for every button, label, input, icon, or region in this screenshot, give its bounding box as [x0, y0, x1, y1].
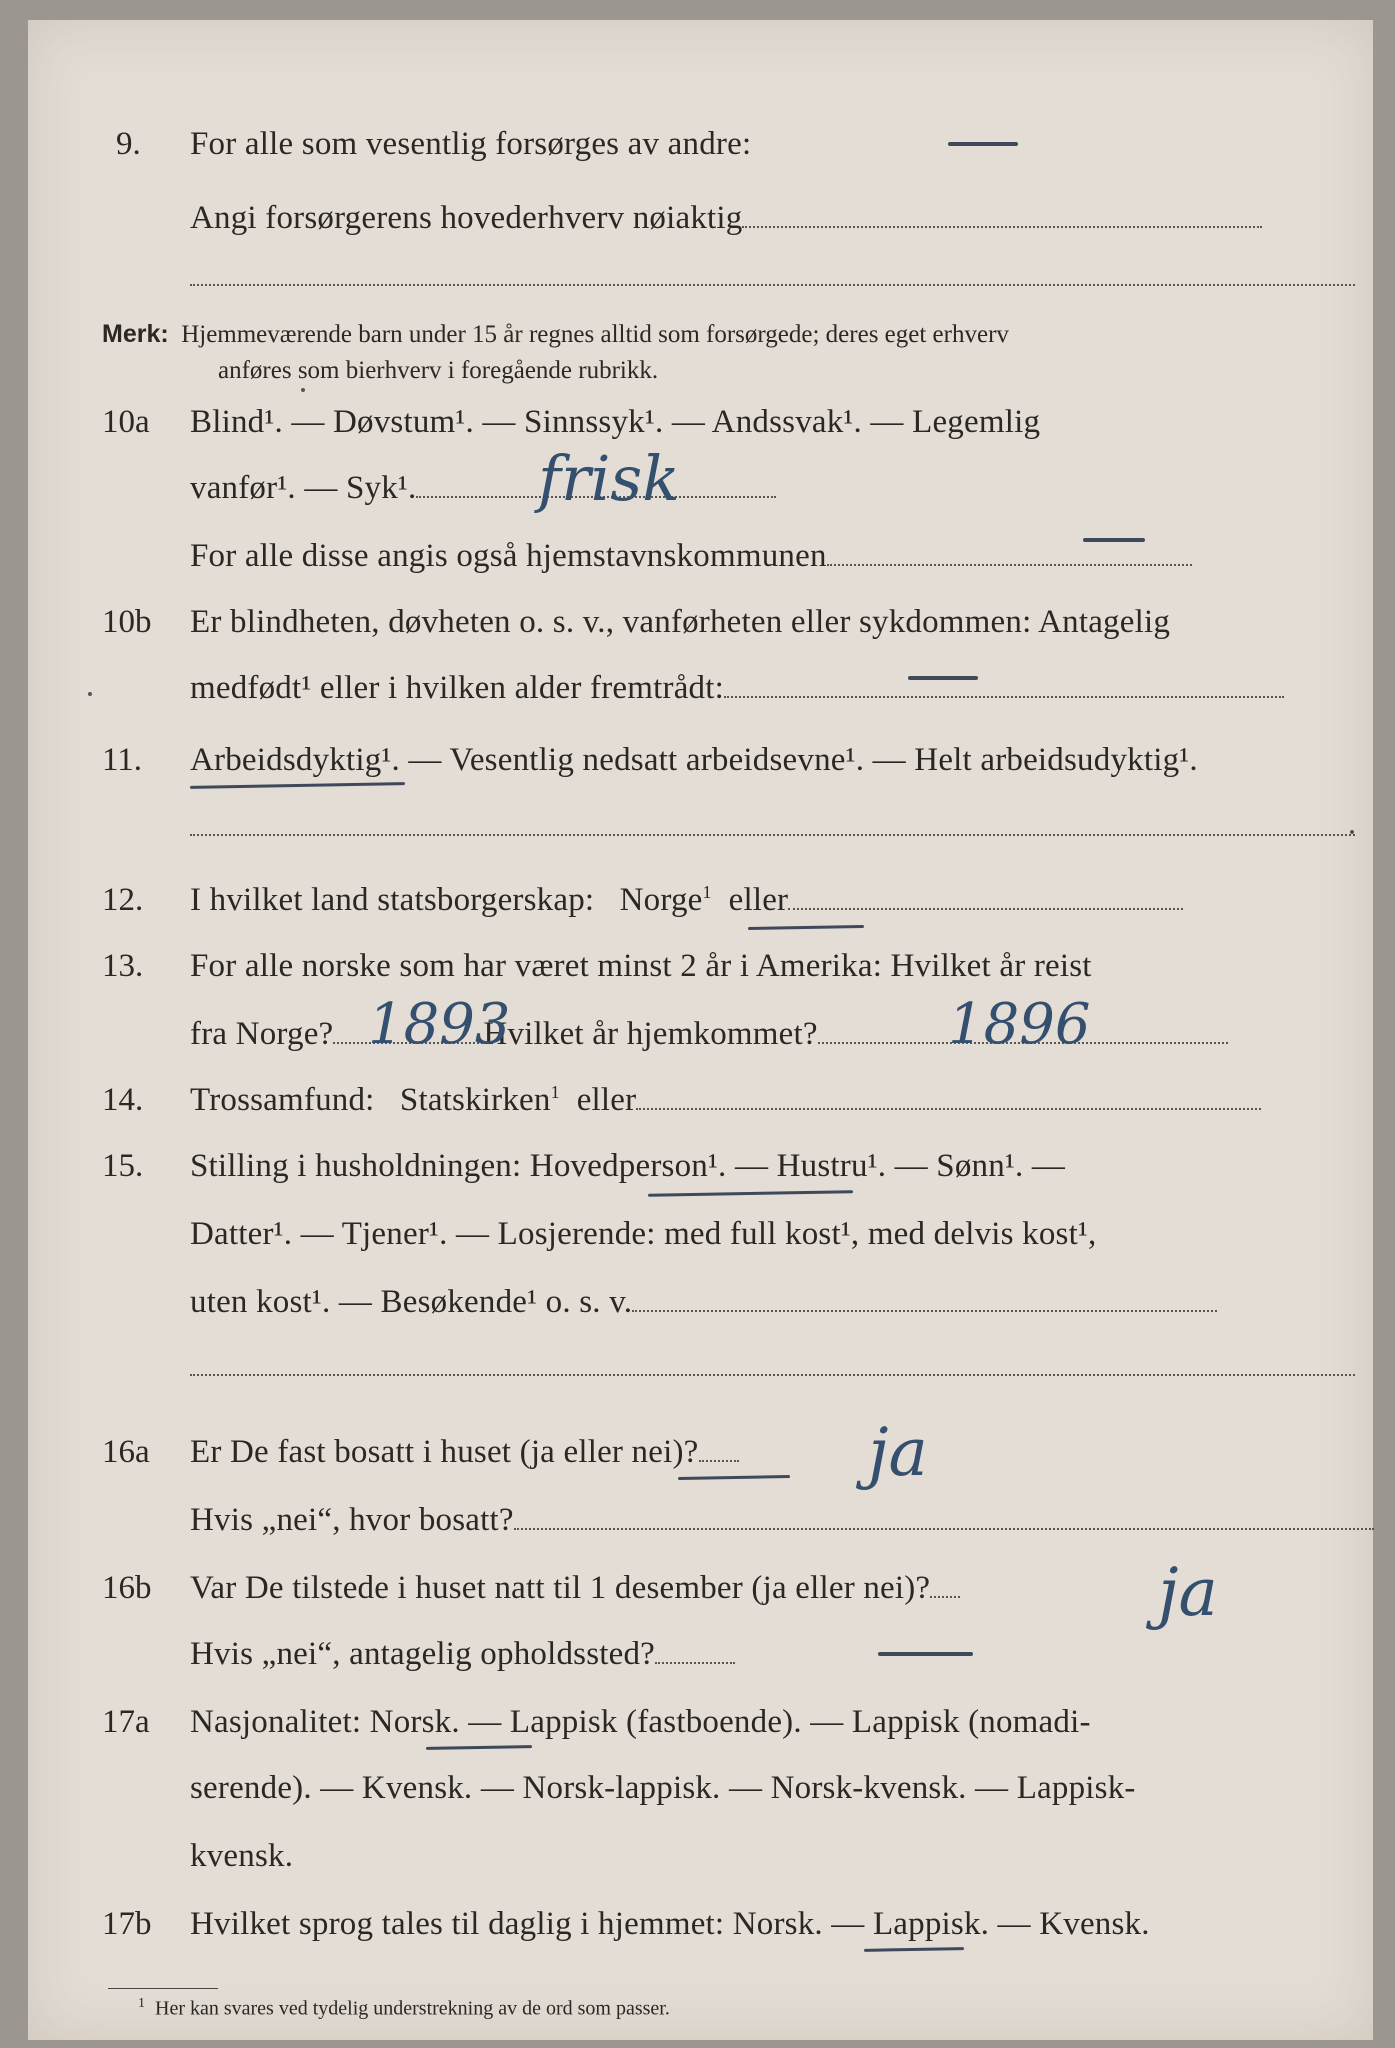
underline-eller [678, 1475, 790, 1480]
census-form-page [28, 20, 1373, 2040]
item-10b-line2: medfødt¹ eller i hvilken alder fremtrådt: [190, 670, 1284, 707]
answer-line [190, 834, 1355, 836]
item-13-line2: fra Norge? Hvilket år hjemkommet? [190, 1016, 1228, 1053]
underline-norsk [864, 1947, 964, 1952]
item-11-line1: Arbeidsdyktig¹. — Vesentlig nedsatt arbeidsevne¹. — Helt arbeidsudyktig¹. [190, 742, 1198, 778]
handwritten-dash [908, 676, 978, 680]
handwritten-dash [878, 1652, 973, 1656]
item-16b-number: 16b [102, 1570, 152, 1606]
option-norge: Norge [619, 882, 703, 918]
underline-norge [748, 925, 864, 930]
item-12-line1: I hvilket land statsborgerskap: Norge$^1$ eller [190, 882, 1183, 919]
underline-hovedperson [648, 1190, 853, 1197]
print-speck [88, 692, 92, 696]
item-15-line3: uten kost¹. — Besøkende¹ o. s. v. [190, 1284, 1217, 1321]
item-12-number: 12. [102, 882, 144, 918]
item-10b-number: 10b [102, 604, 152, 640]
option-statskirken: Statskirken [399, 1082, 551, 1118]
item-10a-number: 10a [102, 404, 150, 440]
item-9-line1: For alle som vesentlig forsørges av andre: [190, 126, 752, 162]
handwritten-answer-frisk: frisk [538, 442, 680, 515]
item-10b-line1: Er blindheten, døvheten o. s. v., vanførheten eller sykdommen: Antagelig [190, 604, 1171, 640]
item-13-number: 13. [102, 948, 144, 984]
item-14-number: 14. [102, 1082, 144, 1118]
item-17a-line2: serende). — Kvensk. — Norsk-lappisk. — Norsk-kvensk. — Lappisk- [190, 1770, 1136, 1806]
item-9-number: 9. [116, 126, 141, 162]
item-17a-number: 17a [102, 1704, 150, 1740]
item-16a-line1: Er De fast bosatt i huset (ja eller nei)? [190, 1434, 739, 1471]
print-speck [301, 388, 305, 392]
item-15-line2: Datter¹. — Tjener¹. — Losjerende: med full kost¹, med delvis kost¹, [190, 1216, 1097, 1252]
handwritten-answer-ja: ja [1158, 1554, 1218, 1631]
item-10a-line3: For alle disse angis også hjemstavnskommunen [190, 538, 1192, 575]
answer-line [190, 284, 1355, 286]
item-13-line1: For alle norske som har været minst 2 år i Amerika: Hvilket år reist [190, 948, 1092, 984]
note-line2: anføres som bierhverv i foregående rubrikk. [218, 357, 659, 384]
item-17b-number: 17b [102, 1906, 152, 1942]
item-17b-line1: Hvilket sprog tales til daglig i hjemmet: Norsk. — Lappisk. — Kvensk. [190, 1906, 1150, 1942]
item-17a-line1: Nasjonalitet: Norsk. — Lappisk (fastboende). — Lappisk (nomadi- [190, 1704, 1091, 1740]
underline-norsk [426, 1745, 532, 1750]
item-17a-line3: kvensk. [190, 1838, 294, 1874]
item-16a-line2: Hvis „nei“, hvor bosatt? [190, 1502, 1374, 1539]
note-line1: Merk: Hjemmeværende barn under 15 år regnes alltid som forsørgede; deres eget erhverv [102, 320, 1009, 348]
item-16b-line2: Hvis „nei“, antagelig opholdssted? [190, 1636, 735, 1673]
footnote: $^1$ Her kan svares ved tydelig understrekning av de ord som passer. [138, 1996, 670, 2020]
item-10a-line1: Blind¹. — Døvstum¹. — Sinnssyk¹. — Andssvak¹. — Legemlig [190, 404, 1041, 440]
underline-arbeidsdyktig [190, 782, 405, 789]
item-16b-line1: Var De tilstede i huset natt til 1 desember (ja eller nei)? [190, 1570, 960, 1607]
print-speck [1350, 830, 1354, 834]
handwritten-year-out: 1893 [368, 992, 511, 1057]
item-16a-number: 16a [102, 1434, 150, 1470]
item-10a-line2: vanfør¹. — Syk¹. [190, 470, 776, 507]
item-14-line1: Trossamfund: Statskirken$^1$ eller [190, 1082, 1261, 1119]
handwritten-dash [1083, 538, 1145, 542]
item-15-line1: Stilling i husholdningen: Hovedperson¹. — Hustru¹. — Sønn¹. — [190, 1148, 1066, 1184]
item-15-number: 15. [102, 1148, 144, 1184]
answer-line [190, 1374, 1355, 1376]
item-11-number: 11. [102, 742, 143, 778]
footnote-rule [108, 1988, 218, 1989]
item-9-line2: Angi forsørgerens hovederhverv nøiaktig [190, 200, 1262, 237]
handwritten-answer-ja: ja [868, 1414, 928, 1491]
note-label: Merk: [102, 320, 169, 348]
handwritten-dash [948, 142, 1018, 146]
handwritten-year-home: 1896 [948, 992, 1091, 1057]
